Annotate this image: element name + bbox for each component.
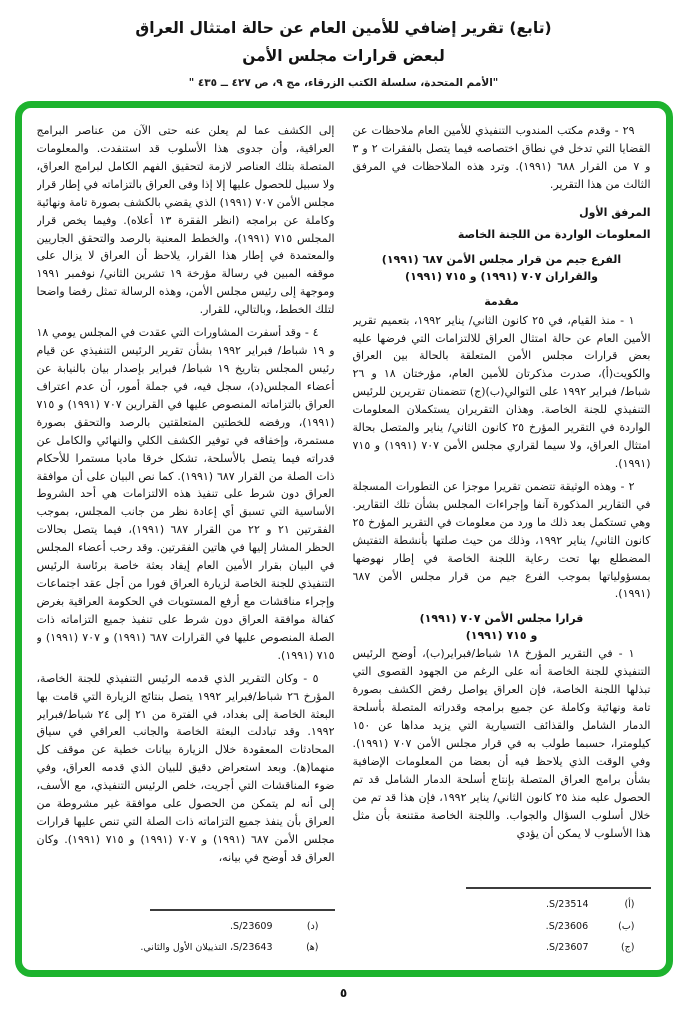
right-footnotes: [353, 883, 651, 962]
annex-subheading: المعلومات الواردة من اللجنة الخاصة: [457, 228, 651, 242]
section-c-heading-line1: الفرع جيم من قرار مجلس الأمن ٦٨٧ (١٩٩١): [381, 252, 622, 266]
footnote-marker: (د): [306, 920, 319, 932]
green-content-frame: [15, 101, 673, 977]
footnote-text: S/23607.: [546, 941, 589, 953]
footnote-text: S/23643، التذييلان الأول والثاني.: [140, 941, 273, 953]
left-footnotes: [37, 905, 335, 963]
paragraph-1: ١ - منذ القيام، في ٢٥ كانون الثاني/ يناير ١٩٩٢، بتعميم تقرير الأمين العام عن حالة امتثال العراق للالتزامات التي فرضها عليه بعض قرارات مجلس الأمن المتعلقة بالحالة بين العراق والكويت(أ)، صدرت مذكرتان للأمين العام، مؤرختان ١٨ و ٢٦ شباط/ فبراير ١٩٩٢ على التوالي(ب)(ج) تتضمنان تقريرين للرئيس التنفيذي للجنة الخاصة. وهذان التقريران يستكملان المعلومات الواردة في التقرير المؤرخ ٢٥ كانون الثاني/ يناير والمتصل بحالة امتثال العراق، ولا سيما لقراري مجلس الأمن ٧٠٧ (١٩٩١) و ٧١٥ (١٩٩١).: [352, 313, 651, 470]
paragraph-4: ٤ - وقد أسفرت المشاورات التي عقدت في المجلس يومي ١٨ و ١٩ شباط/ فبراير ١٩٩٢ بشأن تقرير الرئيس التنفيذي عن قيام رئيس المجلس بتاريخ ١٩ شباط/ فبراير بإصدار بيان بالنيابة عن أعضاء المجلس(د)، سجل فيه، في جملة أمور، أن عدم اعتراف العراق بالتزاماته المنصوص عليها في القرارين ٧٠٧ (١٩٩١) و ٧١٥ (١٩٩١)، ورفضه للخطتين المتعلقتين بالرصد والتحقق بصورة مستمرة، وإخفاقه في توفير الكشف الكلي والنهائي والكامل عن قدراته فيما يتصل بالأسلحة، تشكل خرقا ماديا مستمرا للأحكام ذات الصلة من القرار ٦٨٧ (١٩٩١). كما نص البيان على أن موافقة العراق دون شرط على تنفيذ هذه الالتزامات هي أحد الشروط الأساسية التي تسبق أي إعادة نظر من جانب المجلس، بموجب الفقرتين ٢١ و ٢٢ من القرار ٦٨٧ (١٩٩١)، فيما يتصل بحالات الحظر المشار إليها في هاتين الفقرتين. وقد رحب أعضاء المجلس في البيان بقرار الأمين العام إيفاد بعثة خاصة برئاسة الرئيس التنفيذي للجنة الخاصة لزيارة العراق فورا من أجل عقد اجتماعات وإجراء مناقشات مع أرفع المستويات في الحكومة العراقية بغرض كفالة موافقة العراق دون شرط على تنفيذ جميع التزاماته ذات الصلة المنصوص عليها في القرارات ٦٨٧ (١٩٩١) و ٧٠٧ (١٩٩١) و ٧١٥ (١٩٩١).: [36, 326, 335, 662]
footnote-d: [37, 920, 335, 934]
footnote-a: [353, 898, 651, 912]
footnote-text: S/23514.: [546, 899, 589, 911]
footnote-text: S/23606.: [545, 920, 589, 932]
paragraph-3-continuation: إلى الكشف عما لم يعلن عنه حتى الآن من عناصر البرامج العراقية، وأن جدوى هذا الأسلوب قد استنفدت. والمعلومات المتصلة بتلك العناصر لازمة لتحقيق الفهم الكامل لبرامج العراق، ولا سبيل للحصول عليها إلا إذا وفى العراق بالتزاماته في إطار قرار مجلس الأمن ٧٠٧ (١٩٩١) الذي يقضي بالكشف بصورة تامة ونهائية وكاملة عن برامجه (انظر الفقرة ١٣ أعلاه). وفيما يخص قرار المجلس ٧١٥ (١٩٩١)، والخطط المعنية بالرصد والتحقق الجاريين والمعتمدة في إطار هذا القرار، يلاحظ أن العراق لا يزال على موقفه المبين في رسالة مؤرخة ١٩ تشرين الثاني/ نوفمبر ١٩٩١ وموجهة إلى رئيس مجلس الأمن، وهذه الرسالة تمثل رفضا واضحا لتلك الخطط، وبالتالي، للقرار.: [36, 124, 335, 317]
paragraph-5: ٥ - وكان التقرير الذي قدمه الرئيس التنفيذي للجنة الخاصة، المؤرخ ٢٦ شباط/فبراير ١٩٩٢ يتصل بنتائج الزيارة التي قامت بها البعثة الخاصة إلى بغداد، في الفترة من ٢١ إلى ٢٤ شباط/فبراير ١٩٩٢. وقد تبادلت البعثة الخاصة والجانب العراقي في سياق المحادثات المعقودة خلال الزيارة بيانات خطية عن موقف كل منهما(ﻫ). وبعد استعراض دقيق للبيان الذي قدمه العراق، وفي ضوء المناقشات التي أجريت، خلص الرئيس التنفيذي، مع الأسف، إلى أنه لم يتمكن من الحصول على موافقة غير مشروطة من العراق بأن ينفذ جميع التزاماته ذات الصلة التي تنص عليها قرارات مجلس الأمن ٦٨٧ (١٩٩١) و ٧٠٧ (١٩٩١) و ٧١٥ (١٩٩١). وكان العراق قد أوضح في بيانه،: [36, 671, 335, 864]
footnote-marker: (ب): [618, 920, 635, 932]
page-number: ٥: [339, 986, 348, 1001]
page-header: [0, 0, 687, 89]
section-c-heading-line2: والقراران ٧٠٧ (١٩٩١) و ٧١٥ (١٩٩١): [405, 269, 598, 283]
resolutions-heading: [353, 610, 651, 644]
resolutions-heading-line1: قرارا مجلس الأمن ٧٠٧ (١٩٩١): [419, 612, 584, 626]
footnote-rule: [150, 909, 335, 911]
paragraph-2: ٢ - وهذه الوثيقة تتضمن تقريرا موجزا عن التطورات المسجلة في التقارير المذكورة آنفا وإجراءات المجلس بشأن تلك التقارير. وهي تستكمل بعد ذلك ما ورد من معلومات في التقرير المؤرخ ٢٥ كانون الثاني/ يناير ١٩٩٢، وذلك من حيث صلتها بأنشطة التفتيش المضطلع بها تحت رعاية اللجنة الخاصة في إطار نهوضها بمسؤولياتها بموجب الفرع جيم من قرار مجلس الأمن ٦٨٧ (١٩٩١).: [352, 479, 651, 601]
paragraph-3: ١ - في التقرير المؤرخ ١٨ شباط/فبراير(ب)، أوضح الرئيس التنفيذي للجنة الخاصة أنه على الرغم من الجهود القصوى التي تبذلها اللجنة الخاصة، فإن العراق يواصل رفض الكشف بصورة تامة ونهائية وكاملة عن جميع برامجه وقدراته المتصلة بأسلحة الدمار الشامل والقذائف التسيارية التي يزيد مداها عن ١٥٠ كيلومترا، حسبما طولب به في قرار مجلس الأمن ٧٠٧ (١٩٩١). وفي الوقت الذي يلاحظ فيه أن بعضا من المعلومات الإضافية بشأن برامج العراق المتصلة بإنتاج أسلحة الدمار الشامل قد تم الحصول عليه منذ ٢٥ كانون الثاني/ يناير ١٩٩٢، فإن هذا قد تم من خلال أسلوب السؤال والجواب. واللجنة الخاصة مقتنعة بأن مثل هذا الأسلوب لا يمكن أن يؤدي: [352, 647, 651, 840]
page-title-line2: لبعض قرارات مجلس الأمن: [242, 47, 445, 66]
paragraph-29: ٢٩ - وقدم مكتب المندوب التنفيذي للأمين العام ملاحظات عن القضايا التي تدخل في نطاق اختصاصه فيما يتصل بالفقرات ٢ و ٣ و ٧ من القرار ٦٨٨ (١٩٩١). وترد هذه الملاحظات في المرفق الثالث من هذا التقرير.: [352, 124, 651, 191]
left-column: [37, 122, 335, 962]
footnote-c: [353, 941, 651, 955]
footnote-rule: [466, 887, 651, 889]
source-citation: "الأمم المتحدة، سلسلة الكتب الزرقاء، مج ٩، ص ٤٢٧ ــ ٤٣٥ ": [188, 77, 499, 90]
footnote-h: [37, 941, 335, 955]
right-column: [353, 122, 651, 962]
footnote-text: S/23609.: [230, 920, 273, 932]
footnote-marker: (ج): [620, 941, 635, 953]
annex-heading: المرفق الأول: [579, 205, 651, 219]
footnote-marker: (أ): [624, 899, 635, 911]
section-c-heading: [353, 251, 651, 285]
two-column-layout: [37, 122, 651, 962]
introduction-heading: مقدمة: [484, 295, 519, 308]
footnote-marker: (ﻫ): [306, 941, 319, 953]
page-title-line1: (تابع) تقرير إضافي للأمين العام عن حالة امتثال العراق: [135, 19, 552, 37]
footnote-b: [353, 920, 651, 934]
resolutions-heading-line2: و ٧١٥ (١٩٩١): [465, 629, 538, 643]
